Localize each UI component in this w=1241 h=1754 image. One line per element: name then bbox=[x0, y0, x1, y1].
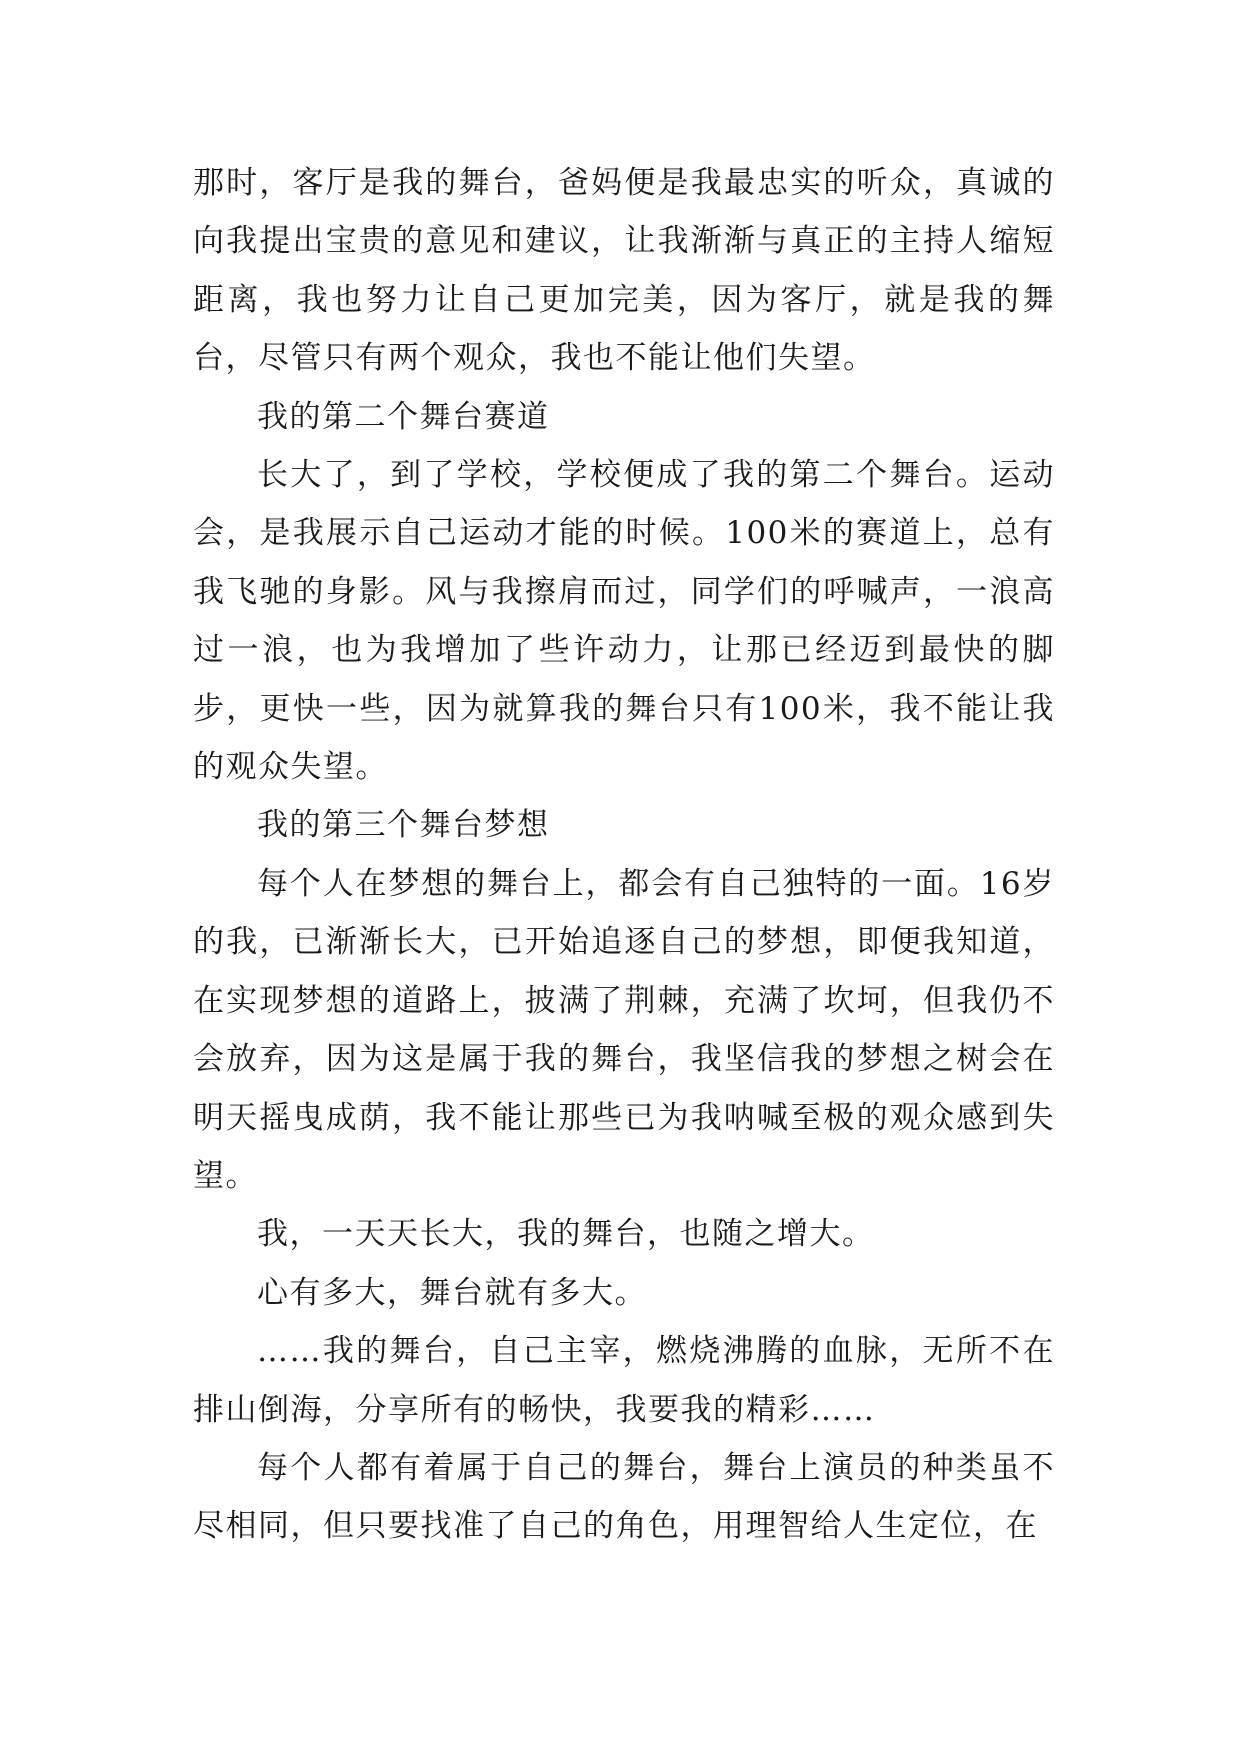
paragraph-lyrics: ……我的舞台，自己主宰，燃烧沸腾的血脉，无所不在排山倒海，分享所有的畅快，我要我的精彩…… bbox=[193, 1333, 1055, 1428]
paragraph-living-room: 那时，客厅是我的舞台，爸妈便是我最忠实的听众，真诚的向我提出宝贵的意见和建议，让我渐渐与真正的主持人缩短距离，我也努力让自己更加完美，因为客厅，就是我的舞台，尽管只有两个观众，我也不能让他们失望。 bbox=[193, 165, 1055, 377]
paragraph-dream: 每个人在梦想的舞台上，都会有自己独特的一面。16岁的我，已渐渐长大，已开始追逐自己的梦想，即便我知道，在实现梦想的道路上，披满了荆棘，充满了坎坷，但我仍不会放弃，因为这是属于我的舞台，我坚信我的梦想之树会在明天摇曳成荫，我不能让那些已为我呐喊至极的观众感到失望。 bbox=[193, 865, 1055, 1194]
paragraph-everyone-stage: 每个人都有着属于自己的舞台，舞台上演员的种类虽不尽相同，但只要找准了自己的角色，用理智给人生定位，在 bbox=[193, 1449, 1055, 1545]
paragraph-growing: 我，一天天长大，我的舞台，也随之增大。 bbox=[257, 1216, 875, 1253]
heading-third-stage: 我的第三个舞台梦想 bbox=[257, 807, 550, 844]
paragraph-school-track: 长大了，到了学校，学校便成了我的第二个舞台。运动会，是我展示自己运动才能的时候。100米的赛道上，总有我飞驰的身影。风与我擦肩而过，同学们的呼喊声，一浪高过一浪，也为我增加了些许动力，让那已经迈到最快的脚步，更快一些，因为就算我的舞台只有100米，我不能让我的观众失望。 bbox=[193, 457, 1055, 786]
document-page bbox=[193, 154, 1055, 1556]
heading-second-stage: 我的第二个舞台赛道 bbox=[257, 398, 550, 435]
paragraph-heart: 心有多大，舞台就有多大。 bbox=[257, 1274, 647, 1311]
